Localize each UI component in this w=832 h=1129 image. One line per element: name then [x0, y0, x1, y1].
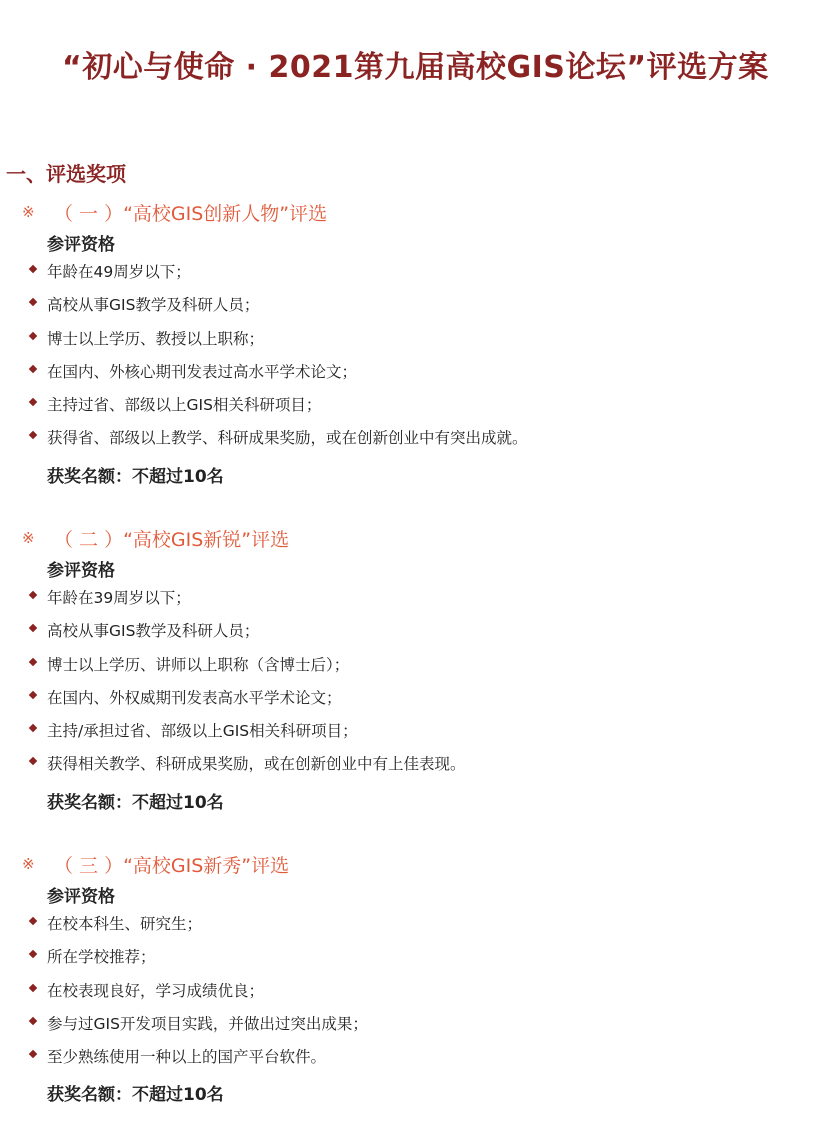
- reference-mark-icon: ※: [22, 529, 35, 547]
- diamond-bullet-icon: [29, 1050, 37, 1058]
- reference-mark-icon: ※: [22, 855, 35, 873]
- diamond-bullet-icon: [29, 724, 37, 732]
- award-quota: 获奖名额：不超过10名: [47, 1085, 224, 1105]
- criteria-text: 年龄在39周岁以下；: [47, 589, 191, 607]
- criteria-text: 参与过GIS开发项目实践，并做出过突出成果；: [47, 1014, 368, 1033]
- section-heading: 一、评选奖项: [6, 162, 126, 186]
- criteria-text: 博士以上学历、讲师以上职称（含博士后）；: [47, 655, 350, 674]
- criteria-text: 博士以上学历、教授以上职称；: [47, 329, 265, 348]
- diamond-bullet-icon: [29, 298, 37, 306]
- award-heading: [22, 524, 289, 552]
- page-title: “初心与使命 · 2021第九届高校GIS论坛”评选方案: [62, 50, 769, 85]
- award-heading: [22, 850, 289, 878]
- criteria-text: 在校表现良好，学习成绩优良；: [47, 981, 265, 1000]
- criteria-text: 高校从事GIS教学及科研人员；: [47, 296, 260, 315]
- diamond-bullet-icon: [29, 331, 37, 339]
- criteria-text: 获得相关教学、科研成果奖励，或在创新创业中有上佳表现。: [47, 755, 466, 774]
- criteria-text: 在国内、外核心期刊发表过高水平学术论文；: [47, 362, 358, 381]
- criteria-text: 至少熟练使用一种以上的国产平台软件。: [47, 1048, 327, 1067]
- diamond-bullet-icon: [29, 917, 37, 925]
- diamond-bullet-icon: [29, 265, 37, 273]
- eligibility-label: 参评资格: [47, 235, 115, 255]
- diamond-bullet-icon: [29, 365, 37, 373]
- diamond-bullet-icon: [29, 950, 37, 958]
- criteria-text: 在国内、外权威期刊发表高水平学术论文；: [47, 688, 342, 707]
- diamond-bullet-icon: [29, 691, 37, 699]
- criteria-text: 获得省、部级以上教学、科研成果奖励，或在创新创业中有突出成就。: [47, 429, 528, 448]
- diamond-bullet-icon: [29, 624, 37, 632]
- criteria-text: 主持/承担过省、部级以上GIS相关科研项目；: [47, 722, 358, 741]
- eligibility-label: 参评资格: [47, 561, 115, 581]
- diamond-bullet-icon: [29, 657, 37, 665]
- criteria-text: 在校本科生、研究生；: [47, 915, 203, 933]
- award-quota: 获奖名额：不超过10名: [47, 793, 224, 813]
- award-quota: 获奖名额：不超过10名: [47, 467, 224, 487]
- diamond-bullet-icon: [29, 398, 37, 406]
- diamond-bullet-icon: [29, 983, 37, 991]
- award-title: （ 一 ）“高校GIS创新人物”评选: [54, 202, 328, 225]
- award-title: （ 三 ）“高校GIS新秀”评选: [54, 854, 290, 877]
- award-title: （ 二 ）“高校GIS新锐”评选: [54, 528, 290, 551]
- diamond-bullet-icon: [29, 591, 37, 599]
- diamond-bullet-icon: [29, 431, 37, 439]
- diamond-bullet-icon: [29, 1017, 37, 1025]
- award-heading: [22, 198, 327, 226]
- reference-mark-icon: ※: [22, 203, 35, 221]
- diamond-bullet-icon: [29, 757, 37, 765]
- eligibility-label: 参评资格: [47, 887, 115, 907]
- criteria-text: 高校从事GIS教学及科研人员；: [47, 622, 260, 641]
- criteria-text: 年龄在49周岁以下；: [47, 263, 191, 281]
- criteria-text: 主持过省、部级以上GIS相关科研项目；: [47, 396, 322, 415]
- criteria-text: 所在学校推荐；: [47, 948, 156, 967]
